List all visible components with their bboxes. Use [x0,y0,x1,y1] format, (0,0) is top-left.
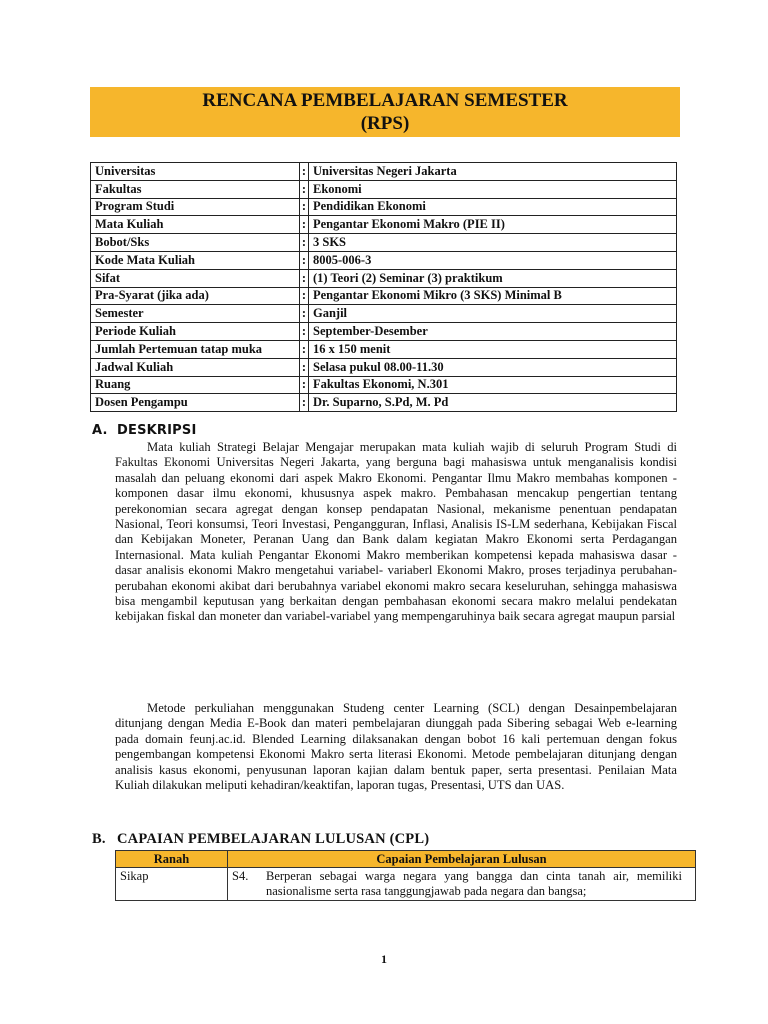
cpl-ranah-cell: Sikap [116,868,228,901]
section-b-title: CAPAIAN PEMBELAJARAN LULUSAN (CPL) [117,831,430,847]
info-value: 8005-006-3 [309,251,677,269]
table-row [116,868,696,901]
course-info-table [90,162,677,412]
info-separator: : [300,269,309,287]
table-row [91,269,677,287]
table-row [91,358,677,376]
table-row [91,234,677,252]
info-separator: : [300,287,309,305]
section-a-heading [92,423,196,438]
info-value: Pengantar Ekonomi Mikro (3 SKS) Minimal B [309,287,677,305]
info-label: Jadwal Kuliah [91,358,300,376]
info-separator: : [300,198,309,216]
info-separator: : [300,305,309,323]
info-separator: : [300,358,309,376]
document-title: RENCANA PEMBELAJARAN SEMESTER [202,90,568,111]
info-separator: : [300,376,309,394]
table-row [91,323,677,341]
info-value: Ganjil [309,305,677,323]
section-b-letter: B. [92,831,106,847]
table-row [91,216,677,234]
document-subtitle: (RPS) [360,113,410,134]
info-label: Pra-Syarat (jika ada) [91,287,300,305]
section-b-heading [92,831,429,848]
cpl-code: S4. [232,869,249,883]
info-separator: : [300,180,309,198]
info-label: Universitas [91,163,300,181]
info-label: Program Studi [91,198,300,216]
info-label: Ruang [91,376,300,394]
section-a-title: DESKRIPSI [117,423,197,438]
page-number: 1 [381,952,387,966]
info-value: 3 SKS [309,234,677,252]
description-paragraph-2: Metode perkuliahan menggunakan Studeng center Learning (SCL) dengan Desainpembelajaran ditunjang dengan Media E-Book dan materi pembelajaran diunggah pada Sibering sebagai Web e-learning pada domain feunj.ac.id. Blended Learning dilaksanakan dengan bobot 16 kali pertemuan dengan fokus pengembangan kompetensi Ekonomi Makro serta literasi Ekonomi. Metode pembelajaran ditunjang dengan analisis kasus ekonomi, penyusunan laporan kajian dalam bentuk paper, serta presentasi. Penilaian Mata Kuliah dilakukan meliputi kehadiran/keaktifan, laporan tugas, Presentasi, UTS dan UAS. [115,701,677,793]
info-label: Sifat [91,269,300,287]
cpl-header-ranah: Ranah [116,851,228,868]
info-value: Pengantar Ekonomi Makro (PIE II) [309,216,677,234]
info-label: Semester [91,305,300,323]
info-separator: : [300,340,309,358]
info-label: Mata Kuliah [91,216,300,234]
description-paragraph-1: Mata kuliah Strategi Belajar Mengajar merupakan mata kuliah wajib di seluruh Program Studi di Fakultas Ekonomi Universitas Negeri Jakarta, yang berguna bagi mahasiswa untuk menganalisis kondisi masalah dan peluang ekonomi dari aspek Makro Ekonomi. Pengantar Ilmu Makro membahas komponen - komponen dasar ilmu ekonomi, khususnya aspek makro. Pembahasan mencakup pengertian tentang perekonomian secara agregat dengan konsep pendapatan Nasional, mekanisme penentuan pendapatan Nasional, Teori konsumsi, Teori Investasi, Pengangguran, Inflasi, Analisis IS-LM sederhana, Kebijakan Fiscal dan Kebijakan Moneter, Peranan Uang dan Bank dalam kegiatan Makro Ekonomi serta Perdagangan Internasional. Mata kuliah Pengantar Ekonomi Makro memberikan kompetensi kepada mahasiswa dasar - dasar analisis ekonomi Makro mengetahui variabel- variaberl Ekonomi Makro, proses terjadinya perubahan-perubahan ekonomi akibat dari berubahnya variabel ekonomi makro secara keseluruhan, sehingga mahasiswa bisa mengambil keputusan yang berkaitan dengan pembahasan ekonomi secara makro melalui pendekatan kebijakan fiskal dan moneter dan variabel-variabel yang mempengaruhinya baik secara agregat maupun parsial [115,440,677,624]
info-value: 16 x 150 menit [309,340,677,358]
info-label: Periode Kuliah [91,323,300,341]
table-row [91,340,677,358]
cpl-capaian-cell [228,868,696,901]
info-separator: : [300,163,309,181]
info-separator: : [300,251,309,269]
info-value: Fakultas Ekonomi, N.301 [309,376,677,394]
info-value: Selasa pukul 08.00-11.30 [309,358,677,376]
info-separator: : [300,394,309,412]
info-separator: : [300,234,309,252]
table-row [91,305,677,323]
table-row [91,287,677,305]
table-row [91,180,677,198]
cpl-header-capaian: Capaian Pembelajaran Lulusan [228,851,696,868]
table-row [91,163,677,181]
info-label: Dosen Pengampu [91,394,300,412]
info-value: Pendidikan Ekonomi [309,198,677,216]
table-row [91,251,677,269]
info-separator: : [300,323,309,341]
table-row [91,394,677,412]
info-separator: : [300,216,309,234]
cpl-text: Berperan sebagai warga negara yang bangga dan cinta tanah air, memiliki nasionalisme serta rasa tanggungjawab pada negara dan bangsa; [266,869,682,898]
info-value: Dr. Suparno, S.Pd, M. Pd [309,394,677,412]
info-label: Kode Mata Kuliah [91,251,300,269]
info-label: Bobot/Sks [91,234,300,252]
info-value: September-Desember [309,323,677,341]
table-row [91,198,677,216]
info-value: Ekonomi [309,180,677,198]
title-band [90,87,680,137]
table-row [91,376,677,394]
cpl-table [115,850,696,901]
info-label: Jumlah Pertemuan tatap muka [91,340,300,358]
section-a-letter: A. [92,423,108,438]
info-value: Universitas Negeri Jakarta [309,163,677,181]
info-label: Fakultas [91,180,300,198]
info-value: (1) Teori (2) Seminar (3) praktikum [309,269,677,287]
